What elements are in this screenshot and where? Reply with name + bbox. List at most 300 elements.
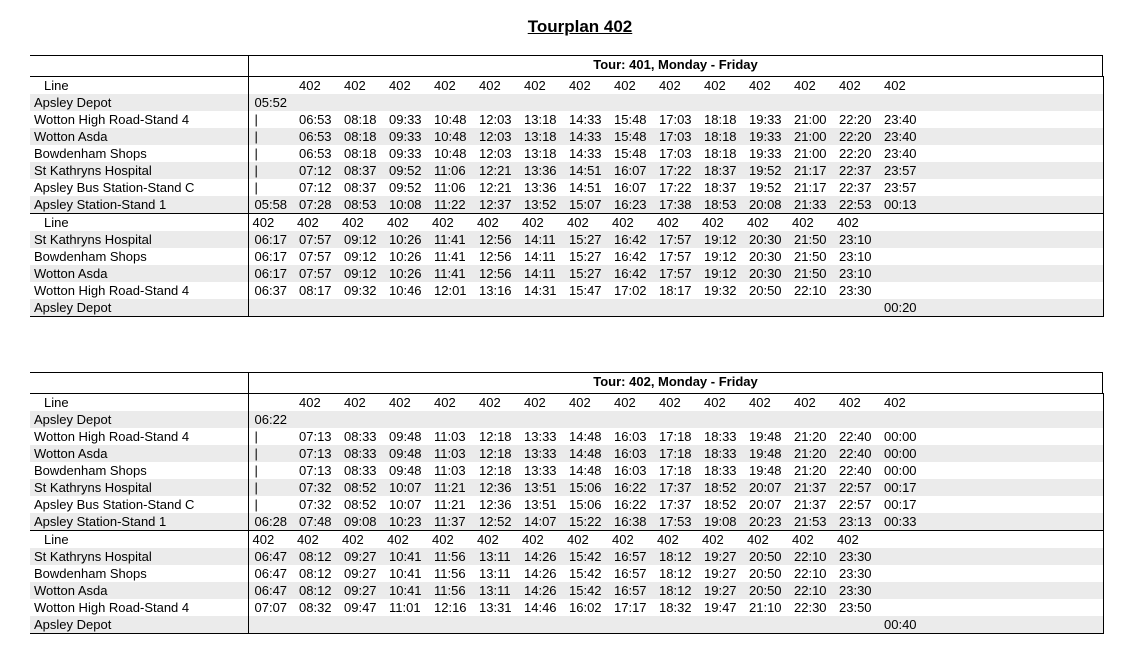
stop-name: Wotton Asda <box>30 582 248 599</box>
time-cell: 20:07 <box>749 497 782 512</box>
time-cell: 14:11 <box>518 231 563 248</box>
time-cell <box>248 616 293 634</box>
time-cell: 06:28 <box>248 513 293 531</box>
tour-header <box>30 372 1103 393</box>
stop-name: Wotton Asda <box>30 265 248 282</box>
time-cell: 09:12 <box>344 249 377 264</box>
time-cell: | <box>248 128 293 145</box>
time-cell: 11:22 <box>428 196 473 214</box>
time-cell: 12:36 <box>479 497 512 512</box>
time-cell: 06:53 <box>293 128 338 145</box>
time-cell: 17:57 <box>653 265 698 282</box>
timetable-row <box>30 196 1103 214</box>
time-cell: 19:32 <box>704 283 737 298</box>
line-number-cell: 402 <box>878 394 1103 412</box>
line-number-cell: 402 <box>608 77 653 95</box>
time-cell: 20:07 <box>743 479 788 496</box>
time-cell <box>518 616 563 634</box>
time-cell: 12:56 <box>473 265 518 282</box>
time-cell: 09:27 <box>338 548 383 565</box>
time-cell: 12:37 <box>473 196 518 214</box>
time-cell: 12:03 <box>479 112 512 127</box>
time-cell: 20:30 <box>743 231 788 248</box>
timetable-row <box>30 128 1103 145</box>
time-cell <box>878 582 1103 599</box>
time-cell: 07:13 <box>299 429 332 444</box>
time-cell <box>743 299 788 317</box>
time-cell: 19:48 <box>743 445 788 462</box>
time-cell: 14:26 <box>524 566 557 581</box>
time-cell: 23:57 <box>878 162 1103 179</box>
time-cell: 11:21 <box>434 497 466 512</box>
line-number-cell: 402 <box>473 394 518 412</box>
time-cell <box>743 411 788 428</box>
time-cell: 19:33 <box>743 128 788 145</box>
time-cell: 18:37 <box>698 162 743 179</box>
line-number-cell: 402 <box>833 531 878 549</box>
time-cell: 00:00 <box>884 429 917 444</box>
time-cell: 21:50 <box>788 265 833 282</box>
line-number-cell: 402 <box>653 531 698 549</box>
line-number-cell: 402 <box>293 394 338 412</box>
time-cell: 18:32 <box>659 600 692 615</box>
time-cell: 15:48 <box>614 146 647 161</box>
time-cell <box>788 616 833 634</box>
time-cell: 11:56 <box>434 566 466 581</box>
time-cell: 17:22 <box>659 180 692 195</box>
time-cell: 20:50 <box>749 566 782 581</box>
time-cell: 16:07 <box>608 162 653 179</box>
stop-name: Wotton Asda <box>30 128 248 145</box>
time-cell: 19:48 <box>749 429 782 444</box>
time-cell: 15:42 <box>563 582 608 599</box>
time-cell: 12:21 <box>473 162 518 179</box>
time-cell: 13:31 <box>479 600 512 615</box>
time-cell: 12:36 <box>473 479 518 496</box>
line-number-cell: 402 <box>833 77 878 95</box>
timetable-row <box>30 162 1103 179</box>
timetable-row <box>30 231 1103 248</box>
time-cell <box>338 616 383 634</box>
time-cell: 22:57 <box>839 497 872 512</box>
time-cell <box>788 411 833 428</box>
line-number-cell <box>248 394 293 412</box>
time-cell <box>608 616 653 634</box>
time-cell <box>833 411 878 428</box>
line-number-cell: 402 <box>653 214 698 232</box>
time-cell: 10:26 <box>389 249 422 264</box>
time-cell: 12:18 <box>479 463 512 478</box>
time-cell <box>383 299 428 317</box>
time-cell: 16:57 <box>608 548 653 565</box>
time-cell: 14:11 <box>524 249 556 264</box>
time-cell <box>698 299 743 317</box>
time-cell: 12:16 <box>434 600 467 615</box>
time-cell <box>383 94 428 111</box>
time-cell: 22:37 <box>839 180 872 195</box>
time-cell <box>833 94 878 111</box>
time-cell: 18:18 <box>704 112 737 127</box>
time-cell: 08:18 <box>344 146 377 161</box>
line-number-cell: 402 <box>338 77 383 95</box>
line-number-cell: 402 <box>698 77 743 95</box>
time-cell: 14:26 <box>518 548 563 565</box>
line-number-cell: 402 <box>833 394 878 412</box>
time-cell: 19:52 <box>749 180 782 195</box>
time-cell <box>788 94 833 111</box>
time-cell: 20:23 <box>743 513 788 531</box>
time-cell: 18:18 <box>698 128 743 145</box>
time-cell: 14:51 <box>563 162 608 179</box>
line-number-cell: 402 <box>293 531 338 549</box>
time-cell: 15:48 <box>608 128 653 145</box>
timetable-row <box>30 548 1103 565</box>
time-cell: 00:00 <box>884 463 917 478</box>
time-cell: 07:28 <box>293 196 338 214</box>
time-cell: 22:10 <box>788 548 833 565</box>
time-cell: 09:48 <box>383 445 428 462</box>
time-cell: 22:37 <box>833 162 878 179</box>
time-cell <box>338 299 383 317</box>
line-number-cell: 402 <box>563 531 608 549</box>
time-cell: 17:37 <box>653 479 698 496</box>
time-cell: 10:48 <box>434 146 467 161</box>
time-cell <box>608 299 653 317</box>
time-cell: 22:57 <box>833 479 878 496</box>
time-cell: 20:50 <box>743 548 788 565</box>
time-cell: 10:23 <box>383 513 428 531</box>
time-cell: 07:07 <box>254 600 288 615</box>
time-cell: 21:20 <box>794 429 827 444</box>
time-cell: 23:50 <box>839 600 872 615</box>
time-cell: | <box>248 445 293 462</box>
time-cell: 11:06 <box>428 162 473 179</box>
time-cell: 13:11 <box>473 582 518 599</box>
time-cell: 23:57 <box>884 180 917 195</box>
time-cell: 12:18 <box>479 429 512 444</box>
time-cell: 22:20 <box>833 128 878 145</box>
time-cell: 08:33 <box>344 463 377 478</box>
time-cell: 19:12 <box>704 249 737 264</box>
time-cell: 22:30 <box>794 600 827 615</box>
timetable-row <box>30 565 1103 582</box>
time-cell <box>698 616 743 634</box>
time-cell: 10:46 <box>389 283 422 298</box>
time-cell: 18:17 <box>659 283 692 298</box>
time-cell <box>878 565 1103 582</box>
time-cell: 16:23 <box>608 196 653 214</box>
timetable-row <box>30 582 1103 599</box>
time-cell: 19:27 <box>704 566 737 581</box>
line-number-cell: 402 <box>608 394 653 412</box>
time-cell <box>833 299 878 317</box>
time-cell: 00:00 <box>878 445 1103 462</box>
time-cell: 19:27 <box>698 548 743 565</box>
time-cell: 20:30 <box>749 249 782 264</box>
timetable-row <box>30 445 1103 462</box>
time-cell: 20:50 <box>743 582 788 599</box>
time-cell <box>473 94 518 111</box>
time-cell: 21:37 <box>788 479 833 496</box>
timetable-row <box>30 248 1103 265</box>
timetable <box>30 393 1104 634</box>
stop-name: Wotton High Road-Stand 4 <box>30 282 248 299</box>
time-cell: 10:41 <box>383 548 428 565</box>
time-cell <box>293 94 338 111</box>
time-cell: 14:26 <box>518 582 563 599</box>
line-number-cell: 402 <box>788 77 833 95</box>
time-cell <box>563 299 608 317</box>
line-number-cell: 402 <box>428 531 473 549</box>
stop-name: Wotton High Road-Stand 4 <box>30 428 248 445</box>
line-number-cell: 402 <box>248 531 293 549</box>
time-cell: 19:33 <box>749 146 782 161</box>
time-cell: 19:27 <box>698 582 743 599</box>
time-cell: 21:10 <box>749 600 782 615</box>
time-cell: 21:33 <box>788 196 833 214</box>
time-cell: 19:08 <box>698 513 743 531</box>
timetable-row <box>30 299 1103 317</box>
time-cell: 09:27 <box>338 582 383 599</box>
time-cell: | <box>254 180 258 195</box>
time-cell: 13:33 <box>524 463 557 478</box>
time-cell: 21:53 <box>788 513 833 531</box>
time-cell: 11:41 <box>428 231 473 248</box>
time-cell: | <box>254 146 258 161</box>
time-cell: 16:03 <box>614 429 647 444</box>
time-cell: 13:52 <box>518 196 563 214</box>
time-cell: 07:32 <box>293 479 338 496</box>
time-cell: 08:12 <box>293 582 338 599</box>
time-cell <box>653 616 698 634</box>
line-number-cell: 402 <box>383 214 428 232</box>
time-cell: 14:11 <box>518 265 563 282</box>
line-number-cell: 402 <box>878 77 1103 95</box>
time-cell: 00:13 <box>878 196 1103 214</box>
time-cell: 13:36 <box>524 180 557 195</box>
time-cell: 18:12 <box>653 582 698 599</box>
line-number-cell: 402 <box>788 531 833 549</box>
time-cell: 23:40 <box>884 146 917 161</box>
time-cell: 21:17 <box>794 180 827 195</box>
time-cell <box>383 411 428 428</box>
time-cell <box>878 282 1103 299</box>
time-cell: 17:38 <box>653 196 698 214</box>
stop-name: Apsley Depot <box>30 411 248 428</box>
line-number-cell: 402 <box>743 394 788 412</box>
time-cell <box>428 616 473 634</box>
time-cell: 00:40 <box>878 616 1103 634</box>
time-cell: 19:33 <box>749 112 782 127</box>
time-cell: 00:17 <box>878 479 1103 496</box>
time-cell: 08:33 <box>338 445 383 462</box>
time-cell: 15:06 <box>569 497 602 512</box>
time-cell: 12:03 <box>479 146 512 161</box>
line-number-cell: 402 <box>788 394 833 412</box>
time-cell <box>563 411 608 428</box>
time-cell: 17:57 <box>659 249 692 264</box>
time-cell: 19:48 <box>749 463 782 478</box>
time-cell: 05:52 <box>248 94 293 111</box>
time-cell: 05:58 <box>248 196 293 214</box>
time-cell: 14:48 <box>569 429 602 444</box>
time-cell: 06:47 <box>254 566 288 581</box>
line-number-cell: 402 <box>563 394 608 412</box>
time-cell: 22:40 <box>839 463 872 478</box>
time-cell: 14:33 <box>569 112 602 127</box>
timetable-row <box>30 513 1103 531</box>
time-cell: 21:17 <box>788 162 833 179</box>
time-cell: 23:10 <box>833 265 878 282</box>
time-cell <box>383 616 428 634</box>
time-cell: 15:47 <box>569 283 602 298</box>
time-cell: 10:08 <box>383 196 428 214</box>
time-cell <box>518 299 563 317</box>
time-cell <box>878 265 1103 282</box>
line-number-cell: 402 <box>743 531 788 549</box>
time-cell: 14:48 <box>563 445 608 462</box>
time-cell <box>473 299 518 317</box>
time-cell: 21:00 <box>794 112 827 127</box>
stop-name: Apsley Depot <box>30 299 248 317</box>
time-cell: 10:07 <box>383 479 428 496</box>
timetable-row <box>30 265 1103 282</box>
time-cell: 22:40 <box>839 429 872 444</box>
time-cell: 11:03 <box>428 445 473 462</box>
time-cell: 08:12 <box>293 548 338 565</box>
time-cell <box>878 94 1103 111</box>
time-cell: 07:32 <box>299 497 332 512</box>
time-cell: | <box>254 112 258 127</box>
time-cell: 22:20 <box>839 146 872 161</box>
time-cell <box>293 299 338 317</box>
time-cell: 00:20 <box>878 299 1103 317</box>
time-cell: 06:37 <box>254 283 288 298</box>
time-cell <box>248 299 293 317</box>
time-cell: 10:41 <box>389 566 422 581</box>
time-cell: 08:12 <box>299 566 332 581</box>
line-number-cell <box>878 531 1103 549</box>
time-cell <box>293 411 338 428</box>
time-cell: 16:02 <box>569 600 602 615</box>
line-number-cell: 402 <box>788 214 833 232</box>
time-cell: 19:47 <box>704 600 737 615</box>
stop-name: Wotton High Road-Stand 4 <box>30 111 248 128</box>
inbound-line-row <box>30 531 1103 549</box>
time-cell: 08:52 <box>344 497 377 512</box>
time-cell: 23:10 <box>839 249 872 264</box>
time-cell: 16:42 <box>614 249 647 264</box>
time-cell: 09:48 <box>389 463 422 478</box>
time-cell: 15:22 <box>563 513 608 531</box>
time-cell: 09:12 <box>338 231 383 248</box>
time-cell: 17:03 <box>659 146 692 161</box>
time-cell <box>293 616 338 634</box>
time-cell: 13:11 <box>479 566 511 581</box>
time-cell: 20:50 <box>749 283 782 298</box>
tour-block <box>30 55 1103 317</box>
time-cell: 18:33 <box>704 463 737 478</box>
inbound-line-row <box>30 214 1103 232</box>
outbound-line-row <box>30 77 1103 95</box>
time-cell: | <box>254 429 258 444</box>
timetable-row <box>30 282 1103 299</box>
time-cell: 09:48 <box>389 429 422 444</box>
time-cell <box>518 94 563 111</box>
time-cell <box>428 411 473 428</box>
time-cell: 12:56 <box>473 231 518 248</box>
time-cell: 23:10 <box>833 231 878 248</box>
time-cell: 17:18 <box>659 463 692 478</box>
line-number-cell: 402 <box>428 214 473 232</box>
time-cell: 17:03 <box>653 128 698 145</box>
time-cell: 16:03 <box>608 445 653 462</box>
time-cell: 10:48 <box>428 128 473 145</box>
time-cell: 10:26 <box>383 231 428 248</box>
time-cell: 06:53 <box>299 146 332 161</box>
time-cell: 09:12 <box>338 265 383 282</box>
time-cell: 09:33 <box>389 146 422 161</box>
line-number-cell: 402 <box>833 214 878 232</box>
time-cell: 09:52 <box>383 162 428 179</box>
line-label: Line <box>30 77 248 95</box>
time-cell: 12:21 <box>479 180 512 195</box>
time-cell: 16:03 <box>614 463 647 478</box>
tour-header <box>30 55 1103 76</box>
timetable-row <box>30 462 1103 479</box>
outbound-line-row <box>30 394 1103 412</box>
stop-name: Bowdenham Shops <box>30 145 248 162</box>
time-cell: 22:10 <box>794 566 827 581</box>
time-cell <box>788 299 833 317</box>
time-cell: 17:37 <box>659 497 692 512</box>
stop-name: St Kathryns Hospital <box>30 548 248 565</box>
line-number-cell: 402 <box>698 394 743 412</box>
line-number-cell: 402 <box>473 77 518 95</box>
line-number-cell: 402 <box>608 531 653 549</box>
line-number-cell: 402 <box>383 531 428 549</box>
tour-heading: Tour: 402, Monday - Friday <box>593 374 758 389</box>
time-cell <box>473 616 518 634</box>
time-cell: 15:27 <box>563 265 608 282</box>
time-cell: 08:17 <box>299 283 332 298</box>
time-cell: 11:01 <box>389 600 421 615</box>
stop-name: Apsley Station-Stand 1 <box>30 196 248 214</box>
line-number-cell: 402 <box>248 214 293 232</box>
time-cell: 17:53 <box>653 513 698 531</box>
time-cell: 18:33 <box>698 445 743 462</box>
time-cell: 17:17 <box>614 600 647 615</box>
time-cell: 12:56 <box>479 249 512 264</box>
stop-name: St Kathryns Hospital <box>30 231 248 248</box>
time-cell: 14:07 <box>518 513 563 531</box>
time-cell: 15:42 <box>563 548 608 565</box>
time-cell: 16:38 <box>608 513 653 531</box>
time-cell: 22:40 <box>833 445 878 462</box>
time-cell <box>653 411 698 428</box>
time-cell <box>833 616 878 634</box>
timetable-row <box>30 599 1103 616</box>
time-cell: 14:46 <box>524 600 557 615</box>
time-cell: 13:33 <box>524 429 557 444</box>
time-cell: 21:50 <box>794 249 827 264</box>
time-cell: 09:33 <box>383 128 428 145</box>
time-cell: 23:30 <box>833 582 878 599</box>
line-number-cell: 402 <box>293 77 338 95</box>
stop-name: St Kathryns Hospital <box>30 479 248 496</box>
time-cell: 13:18 <box>518 128 563 145</box>
time-cell: | <box>248 479 293 496</box>
